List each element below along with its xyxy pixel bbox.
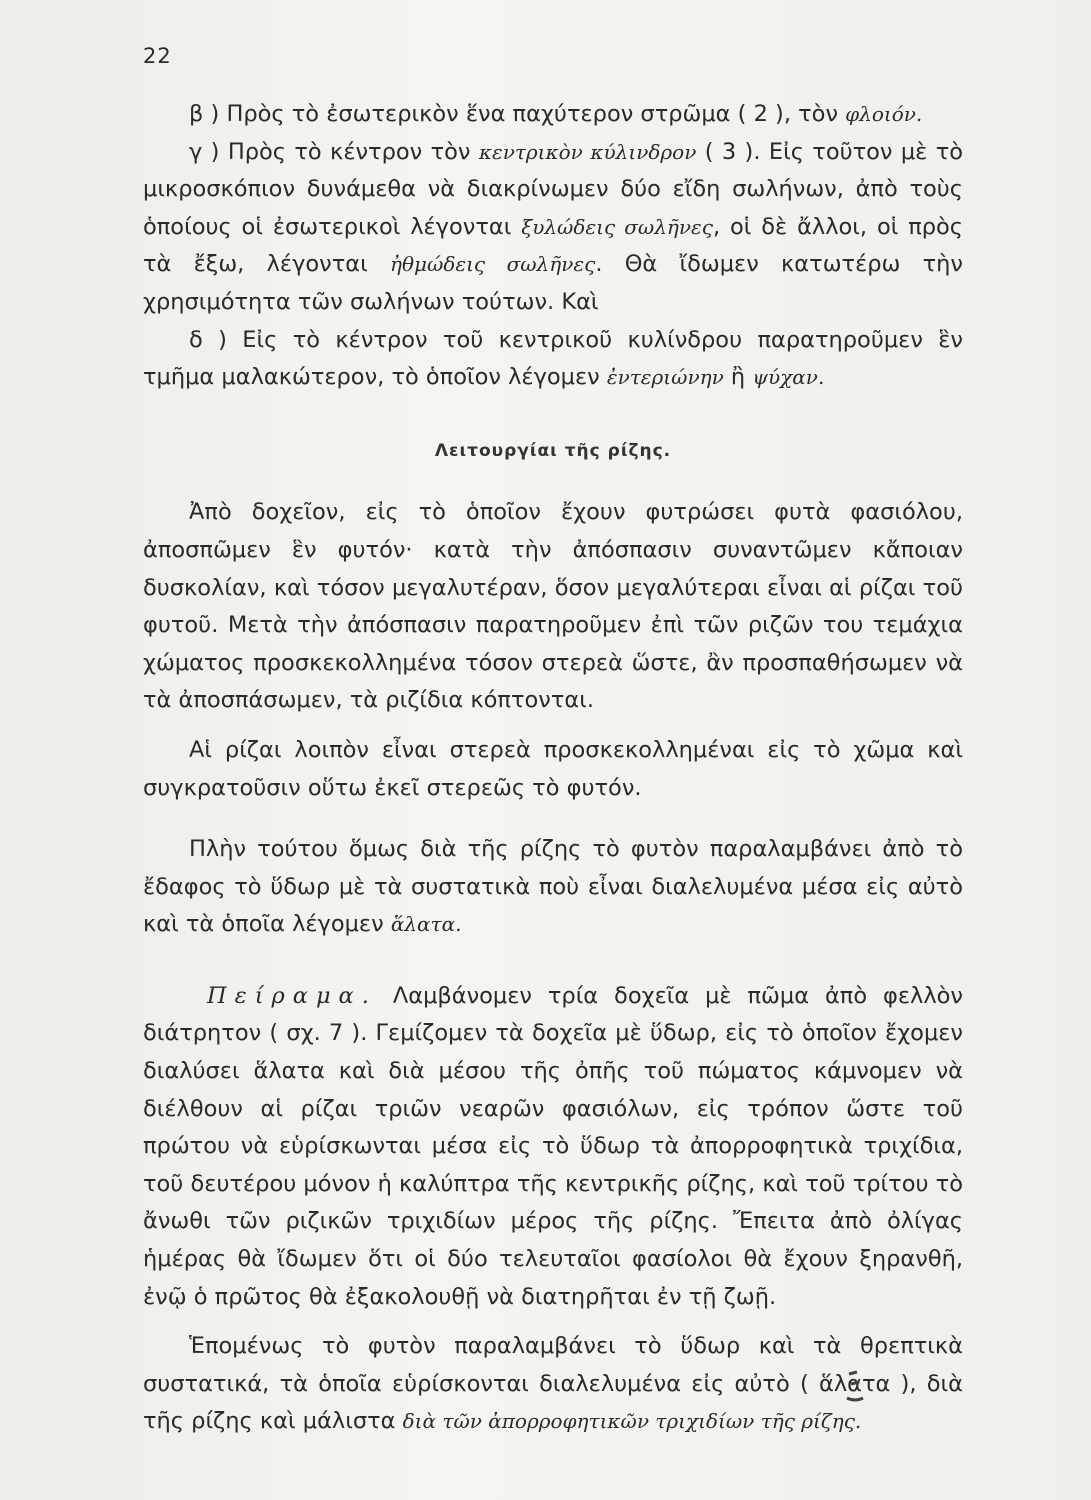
text-run: Ἑπομένως τὸ φυτὸν παραλαμβάνει τὸ ὕδωρ καὶ τὰ θρεπτικὰ συστατικά, τὰ ὁποῖα εὑρίσκονται διαλελυμένα εἰς αὐτὸ ( ἅλατα ), διὰ τῆς ρίζης καὶ μάλιστα xyxy=(143,1333,963,1435)
italic-term: ἐντεριώνην xyxy=(606,365,724,390)
italic-term: ψύχαν. xyxy=(752,365,825,390)
paragraph-delta xyxy=(143,322,963,397)
text-run: , οἱ δὲ ἄλλοι, οἱ πρὸς τὰ ἔξω, λέγονται xyxy=(143,213,964,278)
text-run: γ ) Πρὸς τὸ κέντρον τὸν xyxy=(189,138,479,165)
italic-term: κεντρικὸν κύλινδρον xyxy=(478,139,697,164)
text-run: ἢ xyxy=(723,364,753,391)
italic-term: διὰ τῶν ἀπορροφητικῶν τριχιδίων τῆς ρίζης. xyxy=(402,1409,862,1434)
page-number: 22 xyxy=(143,44,172,68)
text-run: β ) Πρὸς τὸ ἐσωτερικὸν ἕνα παχύτερον στρῶμα ( 2 ), τὸν xyxy=(189,101,846,127)
text-run: Λαμβάνομεν τρία δοχεῖα μὲ πῶμα ἀπὸ φελλὸν διάτρητον ( σχ. 7 ). Γεμίζομεν τὰ δοχεῖα μὲ ὕδωρ, εἰς τὸ ὁποῖον ἔχομεν διαλύσει ἅλατα καὶ διὰ μέσου τῆς ὀπῆς τοῦ πώματος κάμνομεν νὰ διέλθουν αἱ ρίζαι τριῶν νεαρῶν φασιόλων, εἰς τρόπον ὥστε τοῦ πρώτου νὰ εὑρίσκωνται μέσα εἰς τὸ ὕδωρ τὰ ἀπορροφητικὰ τριχίδια, τοῦ δευτέρου μόνον ἡ καλύπτρα τῆς κεντρικῆς ρίζης, καὶ τοῦ τρίτου τὸ ἄνωθι τῶν ριζικῶν τριχιδίων μέρος τῆς ρίζης. Ἔπειτα ἀπὸ ὀλίγας ἡμέρας θὰ ἴδωμεν ὅτι οἱ δύο τελευταῖοι φασίολοι θὰ ἔχουν ξηρανθῆ, ἐνῷ ὁ πρῶτος θὰ ἐξακολουθῇ νὰ διατηρῆται ἐν τῇ ζωῇ. xyxy=(143,982,963,1310)
text-run: δ ) Εἰς τὸ κέντρον τοῦ κεντρικοῦ κυλίνδρου παρατηροῦμεν ἓν τμῆμα μαλακώτερον, τὸ ὁποῖον λέγομεν xyxy=(143,326,963,391)
experiment-label: Πείραμα. xyxy=(207,982,377,1009)
paragraph-5 xyxy=(143,1328,963,1441)
paragraph-experiment xyxy=(143,978,963,1316)
text-run: ( 3 ). Εἰς τοῦτον μὲ τὸ μικροσκόπιον δυνάμεθα νὰ διακρίνωμεν δύο εἴδη σωλήνων, ἀπὸ τοὺς ὁποίους οἱ ἐσωτερικοὶ λέγονται xyxy=(143,138,964,240)
body-text xyxy=(143,96,963,1441)
paragraph-1: Ἀπὸ δοχεῖον, εἰς τὸ ὁποῖον ἔχουν φυτρώσει φυτὰ φασιόλου, ἀποσπῶμεν ἓν φυτόν· κατὰ τὴν ἀπόσπασιν συναντῶμεν κἄποιαν δυσκολίαν, καὶ τόσον μεγαλυτέραν, ὅσον μεγαλύτεραι εἶναι αἱ ρίζαι τοῦ φυτοῦ. Μετὰ τὴν ἀπόσπασιν παρατηροῦμεν ἐπὶ τῶν ριζῶν του τεμάχια χώματος προσκεκολλημένα τόσον στερεὰ ὥστε, ἂν προσπαθήσωμεν νὰ τὰ ἀποσπάσωμεν, τὰ ριζίδια κόπτονται. xyxy=(143,499,963,714)
paragraph-2: Αἱ ρίζαι λοιπὸν εἶναι στερεὰ προσκεκολλημέναι εἰς τὸ χῶμα καὶ συγκρατοῦσιν οὕτω ἐκεῖ στερεῶς τὸ φυτόν. xyxy=(143,736,963,801)
paragraph-gamma xyxy=(143,134,963,322)
text-run: Πλὴν τούτου ὅμως διὰ τῆς ρίζης τὸ φυτὸν παραλαμβάνει ἀπὸ τὸ ἔδαφος τὸ ὕδωρ μὲ τὰ συστατικὰ ποὺ εἶναι διαλελυμένα μέσα εἰς αὐτὸ καὶ τὰ ὁποῖα λέγομεν xyxy=(143,836,963,938)
spacer xyxy=(143,1316,963,1328)
italic-term: ἠθμώδεις σωλῆνες xyxy=(389,252,596,277)
spacer xyxy=(143,944,963,978)
text-run: . Θὰ ἴδωμεν κατωτέρω τὴν χρησιμότητα τῶν σωλήνων τούτων. Καὶ xyxy=(143,251,963,315)
spacer xyxy=(143,720,963,732)
section-heading: Λειτουργίαι τῆς ρίζης. xyxy=(434,440,672,461)
ink-mark-decoration xyxy=(843,1368,867,1408)
italic-term: ξυλώδεις σωλῆνες xyxy=(521,214,713,239)
paragraph-beta xyxy=(143,96,963,134)
paragraph-3 xyxy=(143,831,963,944)
italic-term: ἅλατα. xyxy=(390,912,462,937)
spacer xyxy=(143,807,963,831)
italic-term: φλοιόν. xyxy=(845,102,923,126)
